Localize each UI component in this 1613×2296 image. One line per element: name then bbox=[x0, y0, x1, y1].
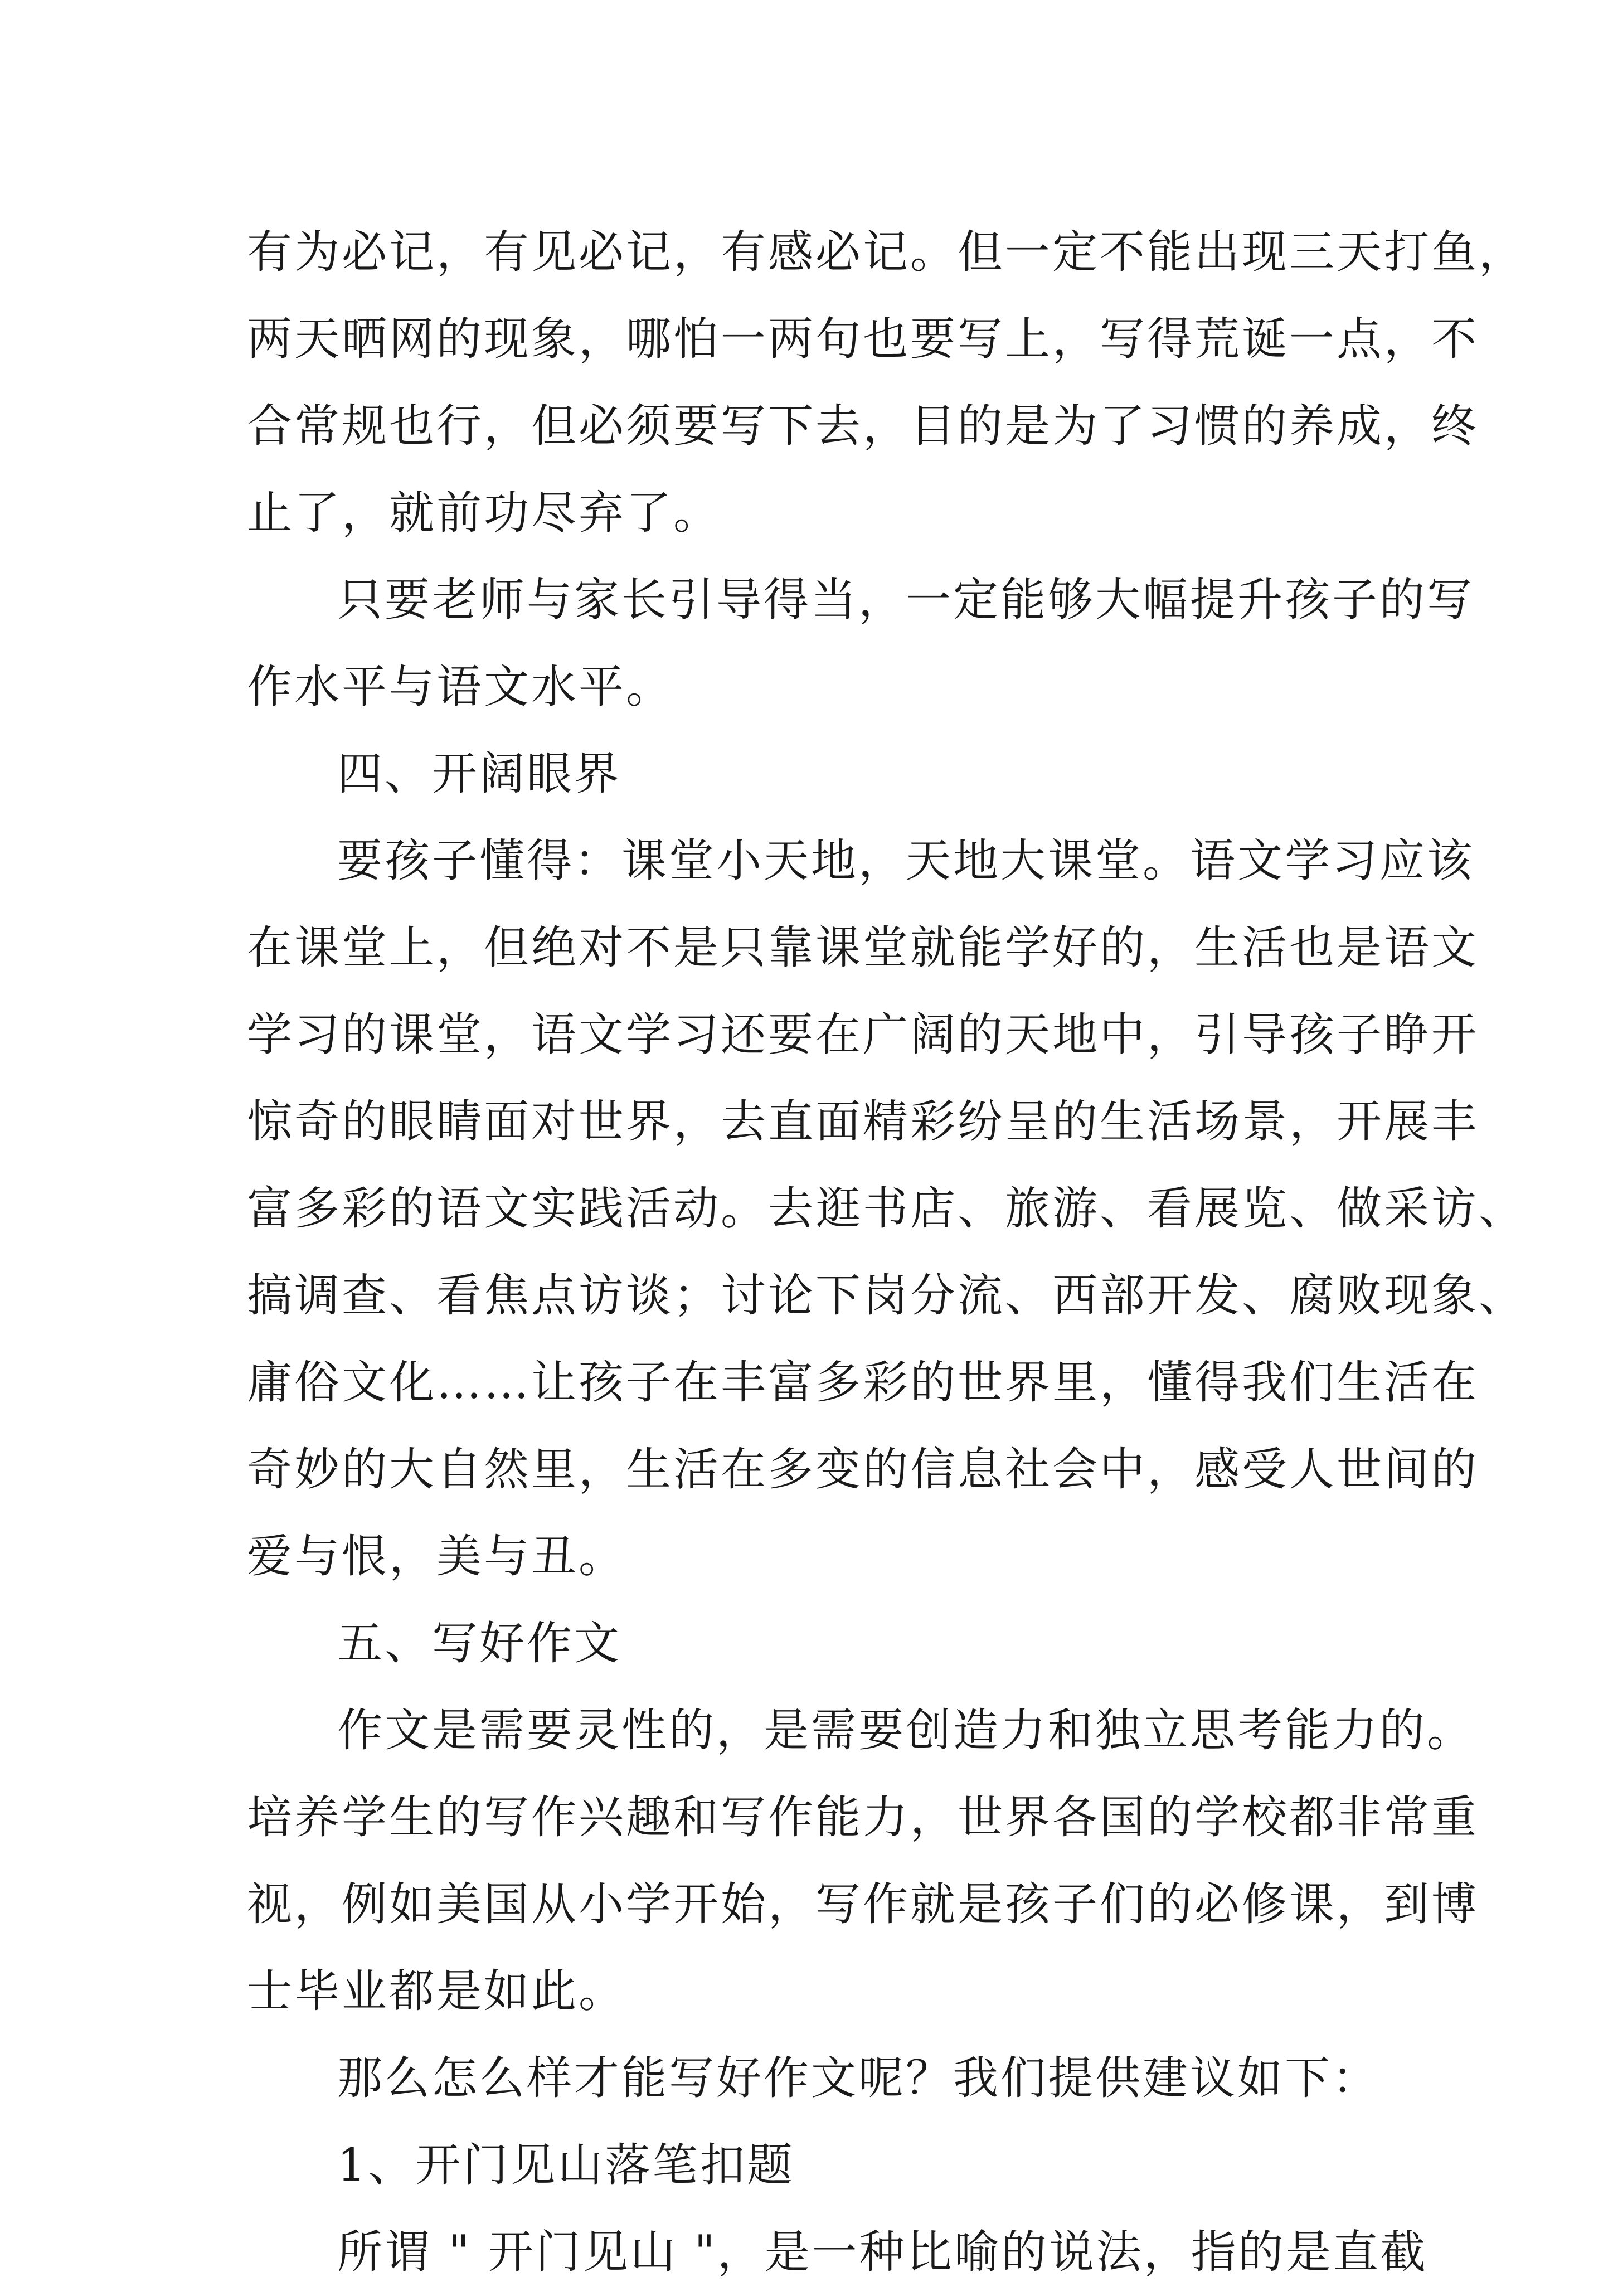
text-line: 止了，就前功尽弃了。 bbox=[247, 487, 721, 540]
text-line: 学习的课堂，语文学习还要在广阔的天地中，引导孩子睁开 bbox=[247, 1009, 1479, 1061]
text-line: 奇妙的大自然里，生活在多变的信息社会中，感受人世间的 bbox=[247, 1444, 1479, 1496]
text-line: 在课堂上，但绝对不是只靠课堂就能学好的，生活也是语文 bbox=[247, 922, 1479, 974]
text-line: 作文是需要灵性的，是需要创造力和独立思考能力的。 bbox=[337, 1705, 1475, 1757]
text-line: 合常规也行，但必须要写下去，目的是为了习惯的养成，终 bbox=[247, 400, 1479, 453]
text-line: 有为必记，有见必记，有感必记。但一定不能出现三天打鱼， bbox=[247, 226, 1527, 279]
body-text bbox=[247, 209, 1527, 2296]
text-line: 富多彩的语文实践活动。去逛书店、旅游、看展览、做采访、 bbox=[247, 1183, 1527, 1235]
text-line: 士毕业都是如此。 bbox=[247, 1965, 626, 2018]
text-line: 惊奇的眼睛面对世界，去直面精彩纷呈的生活场景，开展丰 bbox=[247, 1096, 1479, 1148]
section-heading: 五、写好作文 bbox=[337, 1618, 622, 1670]
text-line: 两天晒网的现象，哪怕一两句也要写上，写得荒诞一点，不 bbox=[247, 313, 1479, 366]
text-line: 要孩子懂得：课堂小天地，天地大课堂。语文学习应该 bbox=[337, 835, 1475, 887]
section-heading: 四、开阔眼界 bbox=[337, 748, 622, 800]
text-line: 庸俗文化……让孩子在丰富多彩的世界里，懂得我们生活在 bbox=[247, 1357, 1479, 1409]
subsection-heading: 1、开门见山落笔扣题 bbox=[337, 2139, 795, 2192]
text-line: 培养学生的写作兴趣和写作能力，世界各国的学校都非常重 bbox=[247, 1792, 1479, 1844]
text-line: 只要老师与家长引导得当，一定能够大幅提升孩子的写 bbox=[337, 574, 1475, 627]
text-line: 那么怎么样才能写好作文呢？我们提供建议如下： bbox=[337, 2052, 1380, 2105]
text-line: 作水平与语文水平。 bbox=[247, 661, 674, 713]
text-line: 搞调查、看焦点访谈；讨论下岗分流、西部开发、腐败现象、 bbox=[247, 1270, 1527, 1322]
text-line: 所谓 " 开门见山 "，是一种比喻的说法，指的是直截 bbox=[337, 2226, 1428, 2279]
text-line: 视，例如美国从小学开始，写作就是孩子们的必修课，到博 bbox=[247, 1878, 1479, 1931]
text-line: 爱与恨，美与丑。 bbox=[247, 1531, 626, 1583]
